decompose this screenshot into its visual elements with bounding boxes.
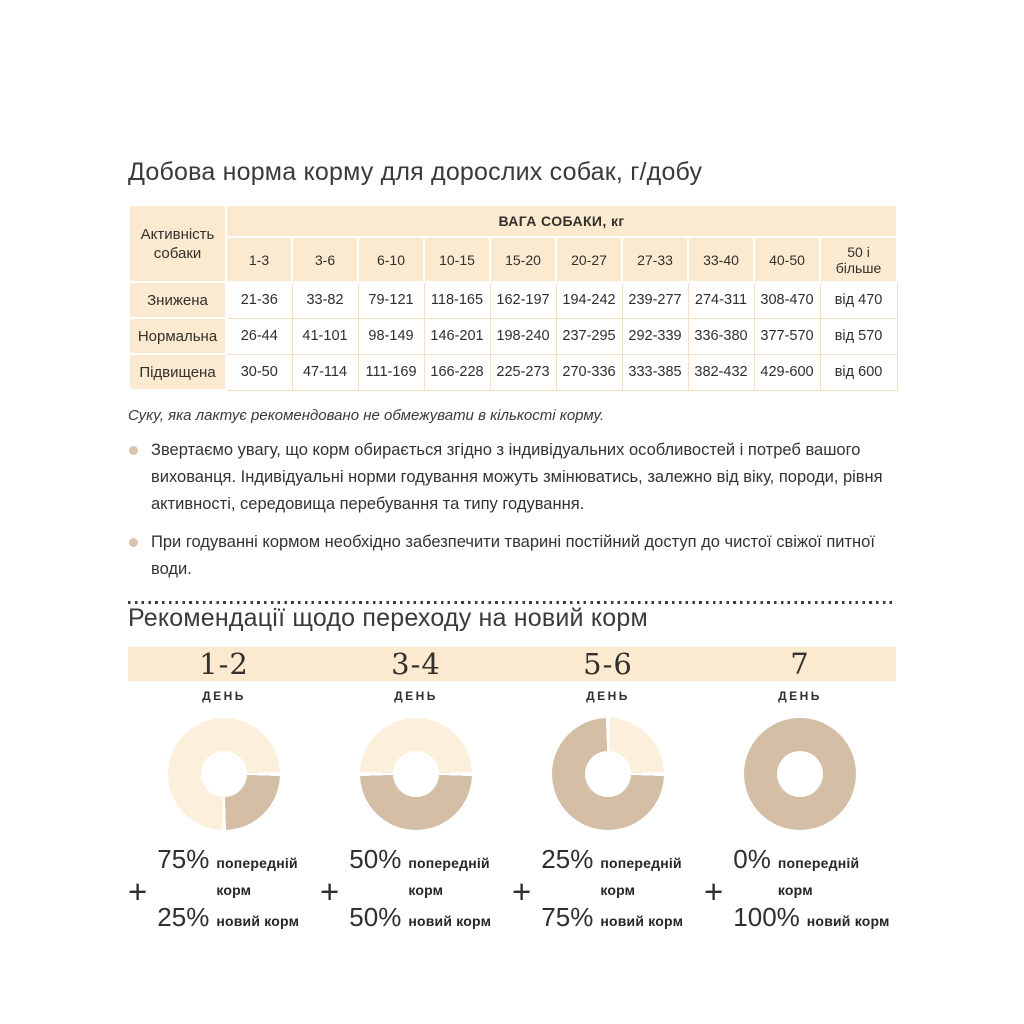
previous-food-label: попередній корм bbox=[408, 855, 490, 898]
previous-food-line bbox=[349, 846, 512, 904]
plus-icon: + bbox=[128, 872, 148, 910]
previous-food-percent: 75% bbox=[157, 844, 210, 874]
previous-food-line bbox=[157, 846, 320, 904]
activity-column-header: Активність собаки bbox=[129, 205, 226, 282]
norm-value-cell: від 570 bbox=[820, 318, 897, 354]
weight-range-header: 10-15 bbox=[424, 237, 490, 282]
new-food-label: новий корм bbox=[806, 913, 890, 929]
norm-value-cell: 239-277 bbox=[622, 282, 688, 318]
new-food-line bbox=[733, 904, 896, 935]
norm-value-cell: 21-36 bbox=[226, 282, 292, 318]
weight-range-header: 50 і більше bbox=[820, 237, 897, 282]
new-food-percent: 100% bbox=[733, 902, 800, 932]
norm-value-cell: 194-242 bbox=[556, 282, 622, 318]
day-number: 5-6 bbox=[583, 647, 633, 681]
weight-range-header: 40-50 bbox=[754, 237, 820, 282]
norm-value-cell: 98-149 bbox=[358, 318, 424, 354]
weight-range-header: 6-10 bbox=[358, 237, 424, 282]
norm-value-cell: 292-339 bbox=[622, 318, 688, 354]
day-label: ДЕНЬ bbox=[778, 689, 822, 703]
plus-icon: + bbox=[512, 872, 532, 910]
norm-value-cell: 237-295 bbox=[556, 318, 622, 354]
norm-value-cell: 377-570 bbox=[754, 318, 820, 354]
new-food-line bbox=[349, 904, 512, 935]
norm-value-cell: 166-228 bbox=[424, 354, 490, 390]
norm-value-cell: 270-336 bbox=[556, 354, 622, 390]
previous-food-percent: 0% bbox=[733, 844, 771, 874]
table-row bbox=[129, 354, 897, 390]
feeding-table bbox=[128, 204, 898, 391]
norm-value-cell: 33-82 bbox=[292, 282, 358, 318]
weight-group-header: ВАГА СОБАКИ, кг bbox=[226, 205, 897, 237]
donut-chart-cell bbox=[320, 718, 512, 830]
activity-row-label: Підвищена bbox=[129, 354, 226, 390]
percent-block bbox=[320, 846, 512, 935]
lactating-note: Суку, яка лактує рекомендовано не обмежувати в кількості корму. bbox=[128, 407, 605, 424]
day-label: ДЕНЬ bbox=[394, 689, 438, 703]
weight-range-header: 1-3 bbox=[226, 237, 292, 282]
table-row bbox=[129, 282, 897, 318]
donut-chart-cell bbox=[512, 718, 704, 830]
weight-range-header: 27-33 bbox=[622, 237, 688, 282]
day-label: ДЕНЬ bbox=[202, 689, 246, 703]
day-labels-row bbox=[128, 689, 896, 703]
norm-value-cell: 30-50 bbox=[226, 354, 292, 390]
feeding-table-body bbox=[129, 282, 897, 390]
weight-range-header: 33-40 bbox=[688, 237, 754, 282]
new-food-percent: 50% bbox=[349, 902, 402, 932]
previous-food-line bbox=[541, 846, 704, 904]
weight-range-header: 3-6 bbox=[292, 237, 358, 282]
plus-icon: + bbox=[704, 872, 724, 910]
norm-value-cell: 336-380 bbox=[688, 318, 754, 354]
norm-value-cell: 111-169 bbox=[358, 354, 424, 390]
weight-range-header: 15-20 bbox=[490, 237, 556, 282]
percentages-row bbox=[128, 846, 896, 935]
weight-range-header: 20-27 bbox=[556, 237, 622, 282]
new-food-percent: 25% bbox=[157, 902, 210, 932]
day-number: 3-4 bbox=[391, 647, 441, 681]
donut-chart bbox=[168, 718, 280, 830]
percent-lines bbox=[349, 846, 512, 935]
new-food-label: новий корм bbox=[600, 913, 684, 929]
weight-ranges-row bbox=[129, 237, 897, 282]
norm-value-cell: від 600 bbox=[820, 354, 897, 390]
norm-value-cell: 118-165 bbox=[424, 282, 490, 318]
transition-title: Рекомендації щодо переходу на новий корм bbox=[128, 604, 648, 632]
new-food-line bbox=[157, 904, 320, 935]
donut-charts-row bbox=[128, 718, 896, 830]
activity-row-label: Нормальна bbox=[129, 318, 226, 354]
donut-chart-cell bbox=[704, 718, 896, 830]
norm-value-cell: 429-600 bbox=[754, 354, 820, 390]
percent-lines bbox=[157, 846, 320, 935]
percent-block bbox=[512, 846, 704, 935]
new-food-percent: 75% bbox=[541, 902, 594, 932]
previous-food-label: попередній корм bbox=[600, 855, 682, 898]
new-food-line bbox=[541, 904, 704, 935]
previous-food-label: попередній корм bbox=[216, 855, 298, 898]
norm-value-cell: 274-311 bbox=[688, 282, 754, 318]
norm-value-cell: 79-121 bbox=[358, 282, 424, 318]
percent-lines bbox=[733, 846, 896, 935]
note-bullet: Звертаємо увагу, що корм обирається згідно з індивідуальних особливостей і потреб вашого вихованця. Індивідуальні норми годування можуть змінюватись, залежно від віку, породи, рівня активності, середовища перебування та типу годування. bbox=[128, 437, 896, 518]
donut-chart-cell bbox=[128, 718, 320, 830]
day-label: ДЕНЬ bbox=[586, 689, 630, 703]
donut-chart bbox=[744, 718, 856, 830]
new-food-label: новий корм bbox=[408, 913, 492, 929]
norm-value-cell: 333-385 bbox=[622, 354, 688, 390]
previous-food-percent: 25% bbox=[541, 844, 594, 874]
new-food-label: новий корм bbox=[216, 913, 300, 929]
feeding-title: Добова норма корму для дорослих собак, г/добу bbox=[128, 158, 703, 186]
table-row bbox=[129, 318, 897, 354]
norm-value-cell: 198-240 bbox=[490, 318, 556, 354]
norm-value-cell: 382-432 bbox=[688, 354, 754, 390]
activity-row-label: Знижена bbox=[129, 282, 226, 318]
notes-list bbox=[128, 437, 896, 583]
content-area bbox=[128, 158, 896, 935]
norm-value-cell: 146-201 bbox=[424, 318, 490, 354]
previous-food-label: попередній корм bbox=[777, 855, 860, 898]
norm-value-cell: 308-470 bbox=[754, 282, 820, 318]
percent-block bbox=[704, 846, 896, 935]
percent-lines bbox=[541, 846, 704, 935]
previous-food-percent: 50% bbox=[349, 844, 402, 874]
percent-block bbox=[128, 846, 320, 935]
norm-value-cell: 41-101 bbox=[292, 318, 358, 354]
norm-value-cell: 225-273 bbox=[490, 354, 556, 390]
day-number: 7 bbox=[790, 647, 810, 681]
previous-food-line bbox=[733, 846, 896, 904]
plus-icon: + bbox=[320, 872, 340, 910]
donut-chart bbox=[360, 718, 472, 830]
donut-chart bbox=[552, 718, 664, 830]
day-numbers-band bbox=[128, 647, 896, 681]
norm-value-cell: 47-114 bbox=[292, 354, 358, 390]
note-bullet: При годуванні кормом необхідно забезпечити тварині постійний доступ до чистої свіжої питної води. bbox=[128, 529, 896, 583]
norm-value-cell: від 470 bbox=[820, 282, 897, 318]
day-number: 1-2 bbox=[199, 647, 249, 681]
norm-value-cell: 26-44 bbox=[226, 318, 292, 354]
norm-value-cell: 162-197 bbox=[490, 282, 556, 318]
